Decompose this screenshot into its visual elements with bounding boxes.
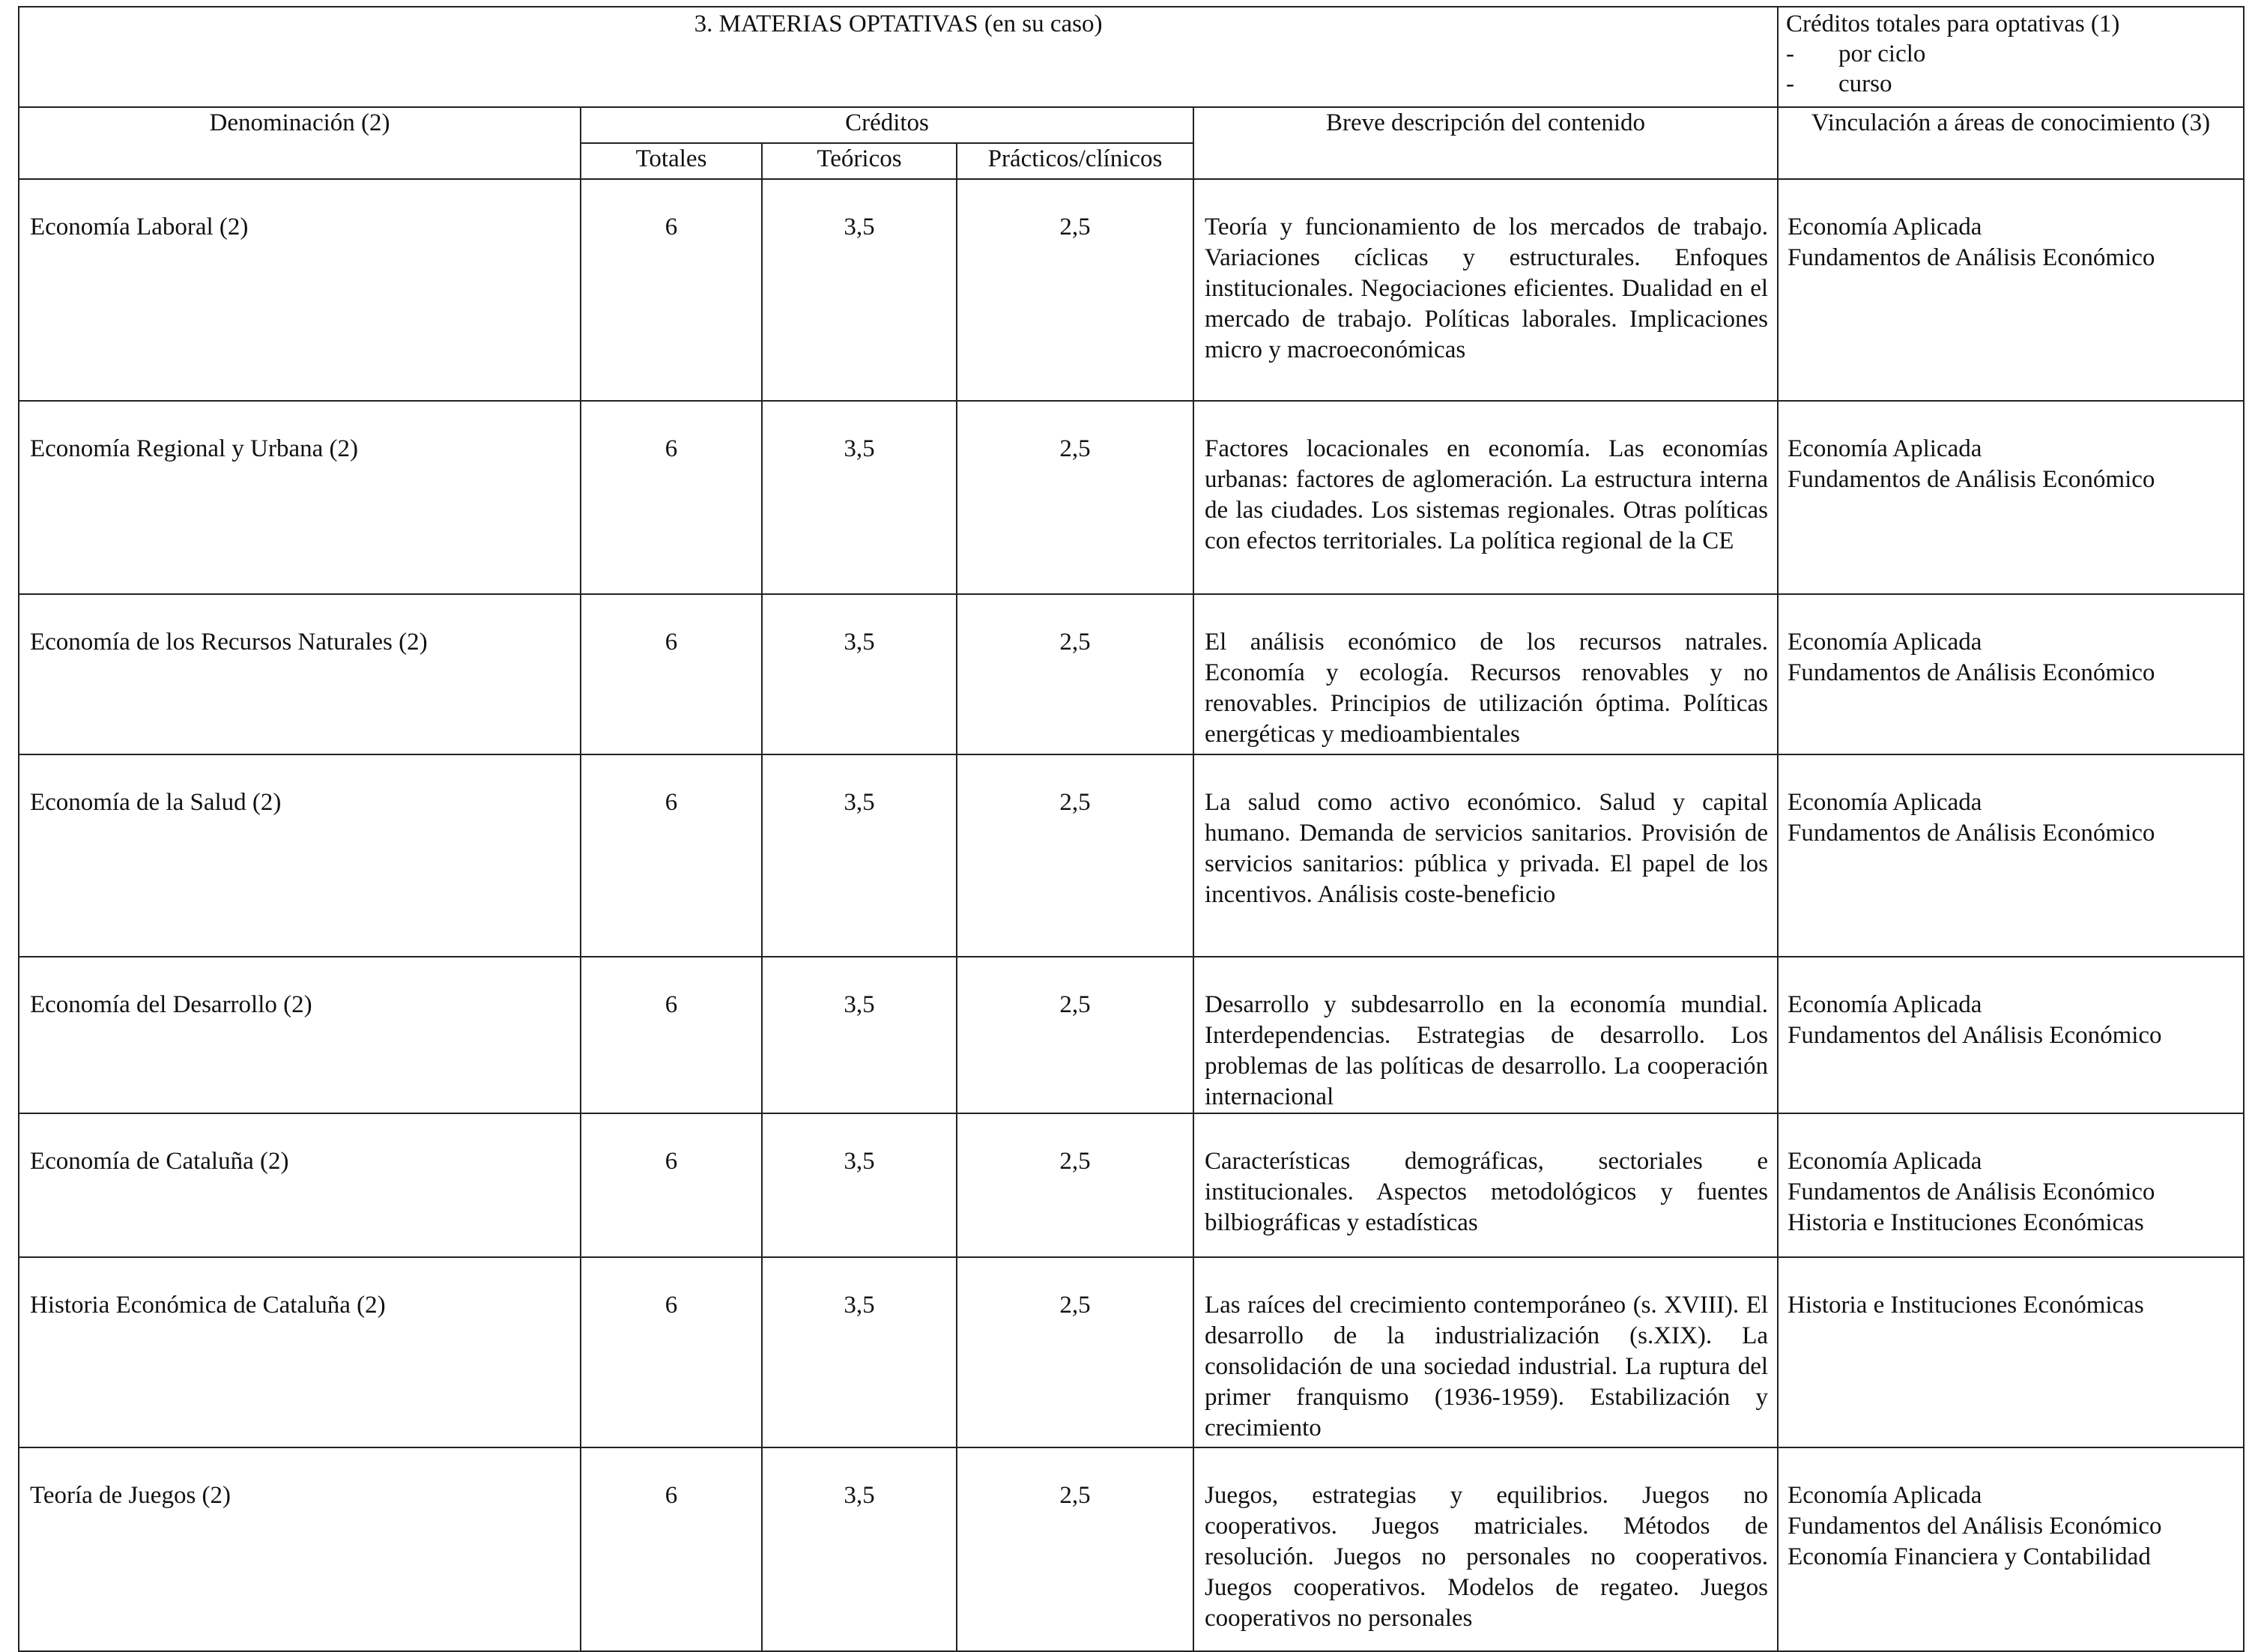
credits-teoricos: 3,5 xyxy=(762,1447,957,1651)
credits-totales: 6 xyxy=(581,1447,762,1651)
credits-totales: 6 xyxy=(581,1257,762,1447)
header-vinculacion: Vinculación a áreas de conocimiento (3) xyxy=(1778,107,2244,179)
knowledge-area: Fundamentos de Análisis Económico xyxy=(1788,1179,2155,1205)
subject-name: Economía de la Salud (2) xyxy=(19,754,581,957)
knowledge-area: Economía Financiera y Contabilidad xyxy=(1788,1543,2151,1570)
subject-description: El análisis económico de los recursos natrales. Economía y ecología. Recursos renovables y no renovables. Principios de utilización óptima. Políticas energéticas y medioambientales xyxy=(1193,594,1778,754)
credits-teoricos: 3,5 xyxy=(762,957,957,1113)
knowledge-area: Fundamentos de Análisis Económico xyxy=(1788,820,2155,847)
knowledge-area: Economía Aplicada xyxy=(1788,1148,1982,1175)
knowledge-area: Historia e Instituciones Económicas xyxy=(1788,1209,2144,1236)
knowledge-areas xyxy=(1778,1447,2244,1651)
credits-teoricos: 3,5 xyxy=(762,1257,957,1447)
credits-totales: 6 xyxy=(581,179,762,401)
subject-description: Teoría y funcionamiento de los mercados de trabajo. Variaciones cíclicas y estructurales. Enfoques institucionales. Negociaciones eficientes. Dualidad en el mercado de trabajo. Políticas laborales. Implicaciones micro y macroeconómicas xyxy=(1193,179,1778,401)
knowledge-area: Historia e Instituciones Económicas xyxy=(1788,1292,2144,1319)
subject-description: La salud como activo económico. Salud y capital humano. Demanda de servicios sanitarios. Provisión de servicios sanitarios: pública y privada. El papel de los incentivos. Análisis coste-beneficio xyxy=(1193,754,1778,957)
section-title: 3. MATERIAS OPTATIVAS (en su caso) xyxy=(694,10,1103,37)
knowledge-area: Economía Aplicada xyxy=(1788,435,1982,462)
credits-practicos: 2,5 xyxy=(957,754,1193,957)
table-row xyxy=(19,179,2244,401)
knowledge-areas xyxy=(1778,1113,2244,1257)
knowledge-area: Fundamentos de Análisis Económico xyxy=(1788,659,2155,686)
table-row xyxy=(19,957,2244,1113)
section-title-cell xyxy=(19,7,1778,107)
credits-teoricos: 3,5 xyxy=(762,594,957,754)
subject-name: Economía del Desarrollo (2) xyxy=(19,957,581,1113)
knowledge-area: Fundamentos de Análisis Económico xyxy=(1788,244,2155,271)
optional-subjects-table xyxy=(18,6,2245,1652)
knowledge-areas xyxy=(1778,401,2244,594)
subject-description: Desarrollo y subdesarrollo en la economía mundial. Interdependencias. Estrategias de desarrollo. Los problemas de las políticas de desarrollo. La cooperación internacional xyxy=(1193,957,1778,1113)
credits-teoricos: 3,5 xyxy=(762,1113,957,1257)
knowledge-area: Fundamentos del Análisis Económico xyxy=(1788,1513,2162,1540)
knowledge-area: Economía Aplicada xyxy=(1788,629,1982,656)
knowledge-area: Economía Aplicada xyxy=(1788,1482,1982,1509)
credits-practicos: 2,5 xyxy=(957,179,1193,401)
subject-name: Economía Laboral (2) xyxy=(19,179,581,401)
header-practicos: Prácticos/clínicos xyxy=(957,143,1193,179)
optional-credits-box xyxy=(1778,7,2244,107)
credits-totales: 6 xyxy=(581,401,762,594)
credits-teoricos: 3,5 xyxy=(762,754,957,957)
knowledge-area: Fundamentos del Análisis Económico xyxy=(1788,1022,2162,1049)
table-row xyxy=(19,594,2244,754)
table-row xyxy=(19,1113,2244,1257)
subject-description: Juegos, estrategias y equilibrios. Juegos no cooperativos. Juegos matriciales. Métodos de resolución. Juegos no personales no cooperativos. Juegos cooperativos. Modelos de regateo. Juegos cooperativos no personales xyxy=(1193,1447,1778,1651)
knowledge-area: Economía Aplicada xyxy=(1788,214,1982,240)
optional-credits-heading: Créditos totales para optativas (1) xyxy=(1786,10,2120,37)
header-creditos: Créditos xyxy=(581,107,1193,143)
subject-name: Historia Económica de Cataluña (2) xyxy=(19,1257,581,1447)
knowledge-areas xyxy=(1778,754,2244,957)
credits-totales: 6 xyxy=(581,1113,762,1257)
credits-totales: 6 xyxy=(581,594,762,754)
credits-totales: 6 xyxy=(581,754,762,957)
table-row xyxy=(19,1447,2244,1651)
credits-practicos: 2,5 xyxy=(957,957,1193,1113)
table-row xyxy=(19,1257,2244,1447)
subject-name: Economía de los Recursos Naturales (2) xyxy=(19,594,581,754)
credits-totales: 6 xyxy=(581,957,762,1113)
knowledge-areas xyxy=(1778,1257,2244,1447)
credits-practicos: 2,5 xyxy=(957,1447,1193,1651)
table-row xyxy=(19,401,2244,594)
header-teoricos: Teóricos xyxy=(762,143,957,179)
credits-practicos: 2,5 xyxy=(957,1113,1193,1257)
subject-name: Economía Regional y Urbana (2) xyxy=(19,401,581,594)
subject-name: Teoría de Juegos (2) xyxy=(19,1447,581,1651)
subject-description: Las raíces del crecimiento contemporáneo (s. XVIII). El desarrollo de la industrialización (s.XIX). La consolidación de una sociedad industrial. La ruptura del primer franquismo (1936-1959). Estabilización y crecimiento xyxy=(1193,1257,1778,1447)
subject-description: Factores locacionales en economía. Las economías urbanas: factores de aglomeración. La estructura interna de las ciudades. Los sistemas regionales. Otras políticas con efectos territoriales. La política regional de la CE xyxy=(1193,401,1778,594)
header-denominacion: Denominación (2) xyxy=(19,107,581,179)
credits-teoricos: 3,5 xyxy=(762,401,957,594)
credits-practicos: 2,5 xyxy=(957,401,1193,594)
credits-practicos: 2,5 xyxy=(957,594,1193,754)
knowledge-area: Fundamentos de Análisis Económico xyxy=(1788,466,2155,493)
optional-credits-item: - curso xyxy=(1786,70,1892,97)
table-row xyxy=(19,754,2244,957)
knowledge-areas xyxy=(1778,957,2244,1113)
optional-credits-item: - por ciclo xyxy=(1786,40,1926,67)
knowledge-area: Economía Aplicada xyxy=(1788,991,1982,1018)
header-descripcion: Breve descripción del contenido xyxy=(1193,107,1778,179)
subject-name: Economía de Cataluña (2) xyxy=(19,1113,581,1257)
credits-practicos: 2,5 xyxy=(957,1257,1193,1447)
knowledge-area: Economía Aplicada xyxy=(1788,789,1982,816)
knowledge-areas xyxy=(1778,179,2244,401)
knowledge-areas xyxy=(1778,594,2244,754)
credits-teoricos: 3,5 xyxy=(762,179,957,401)
header-totales: Totales xyxy=(581,143,762,179)
subject-description: Características demográficas, sectoriales e institucionales. Aspectos metodológicos y fuentes bilbiográficas y estadísticas xyxy=(1193,1113,1778,1257)
